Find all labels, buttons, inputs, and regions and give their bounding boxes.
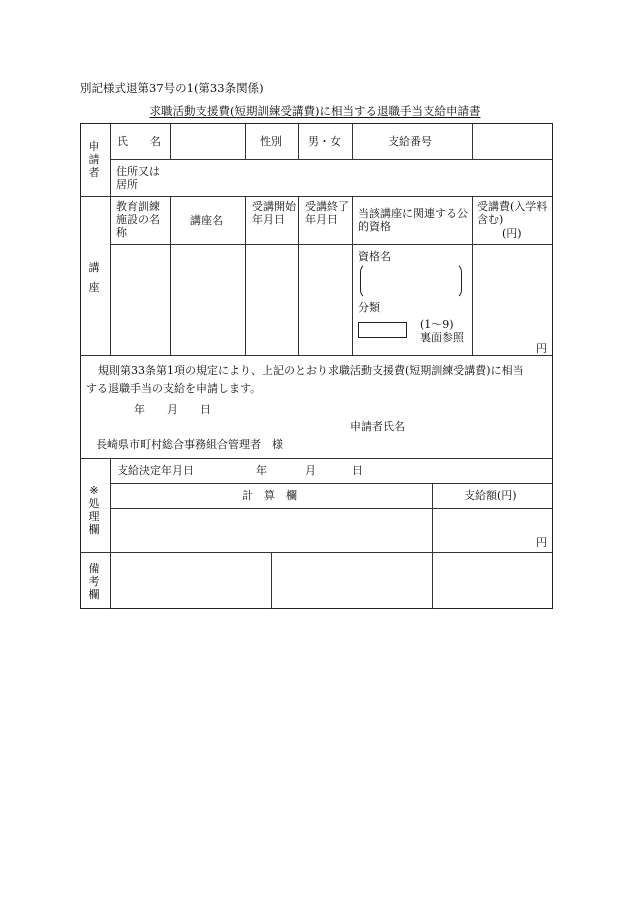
fee-yen-unit: 円 <box>536 342 547 355</box>
qualification-name-bracket-right <box>453 263 462 299</box>
rule <box>352 196 353 356</box>
decision-day: 日 <box>352 464 363 477</box>
qualification-header: 当該講座に関連する公的資格 <box>358 207 468 233</box>
decision-date-label: 支給決定年月日 <box>117 464 194 477</box>
institution-header: 教育訓練施設の名称 <box>116 200 160 239</box>
rule <box>170 123 171 160</box>
addressee: 長崎県市町村総合事務組合管理者 様 <box>96 438 283 451</box>
rule <box>245 123 246 160</box>
qualification-name-label: 資格名 <box>358 250 391 263</box>
declaration-line-2: する退職手当の支給を申請します。 <box>86 382 262 395</box>
rule <box>271 552 272 609</box>
payment-yen-unit: 円 <box>536 536 547 549</box>
applicant-section-label: 申 請 者 <box>88 140 100 179</box>
classification-label: 分類 <box>358 301 380 314</box>
rule <box>472 196 473 356</box>
classification-hint-range: (1〜9) <box>420 318 454 331</box>
start-date-header: 受講開始年月日 <box>252 200 296 226</box>
gender-label: 性別 <box>260 135 282 148</box>
classification-hint-reference: 裏面参照 <box>420 331 464 344</box>
course-section-label: 講 座 <box>88 261 100 294</box>
processing-section-label: ※ 処 理 欄 <box>88 484 100 536</box>
rule <box>80 196 553 197</box>
declaration-line-1: 規則第33条第1項の規定により、上記のとおり求職活動支援費(短期訓練受講費)に相当 <box>98 364 524 377</box>
rule <box>110 508 553 509</box>
end-date-header: 受講終了年月日 <box>305 200 349 226</box>
rule <box>110 123 111 356</box>
rule <box>110 159 553 160</box>
decision-year: 年 <box>256 464 267 477</box>
rule <box>80 458 553 459</box>
remarks-section-label: 備 考 欄 <box>88 562 100 601</box>
address-label: 住所又は居所 <box>116 165 160 191</box>
fee-unit-header: (円) <box>502 227 522 240</box>
fee-header: 受講費(入学料含む) <box>477 200 548 226</box>
rule <box>80 552 553 553</box>
rule <box>352 123 353 160</box>
rule <box>472 123 473 160</box>
decision-month: 月 <box>305 464 316 477</box>
rule <box>298 123 299 160</box>
form-title: 求職活動支援費(短期訓練受講費)に相当する退職手当支給申請書 <box>149 104 481 118</box>
rule <box>110 458 111 609</box>
form-code: 別記様式退第37号の1(第33条関係) <box>80 81 264 95</box>
payment-amount-header: 支給額(円) <box>464 489 517 502</box>
calculation-header: 計 算 欄 <box>242 489 297 502</box>
course-name-header: 講座名 <box>190 214 223 227</box>
name-label: 氏 名 <box>117 135 161 148</box>
qualification-name-bracket-left <box>360 263 369 299</box>
application-date: 年 月 日 <box>134 403 211 416</box>
payment-number-label: 支給番号 <box>388 135 432 148</box>
applicant-name-label: 申請者氏名 <box>350 420 405 433</box>
rule <box>110 244 553 245</box>
rule <box>110 483 553 484</box>
gender-options: 男・女 <box>308 135 341 148</box>
classification-input[interactable] <box>358 322 407 338</box>
rule <box>170 196 171 356</box>
rule <box>432 483 433 609</box>
rule <box>245 196 246 356</box>
rule <box>298 196 299 356</box>
rule <box>80 355 553 356</box>
